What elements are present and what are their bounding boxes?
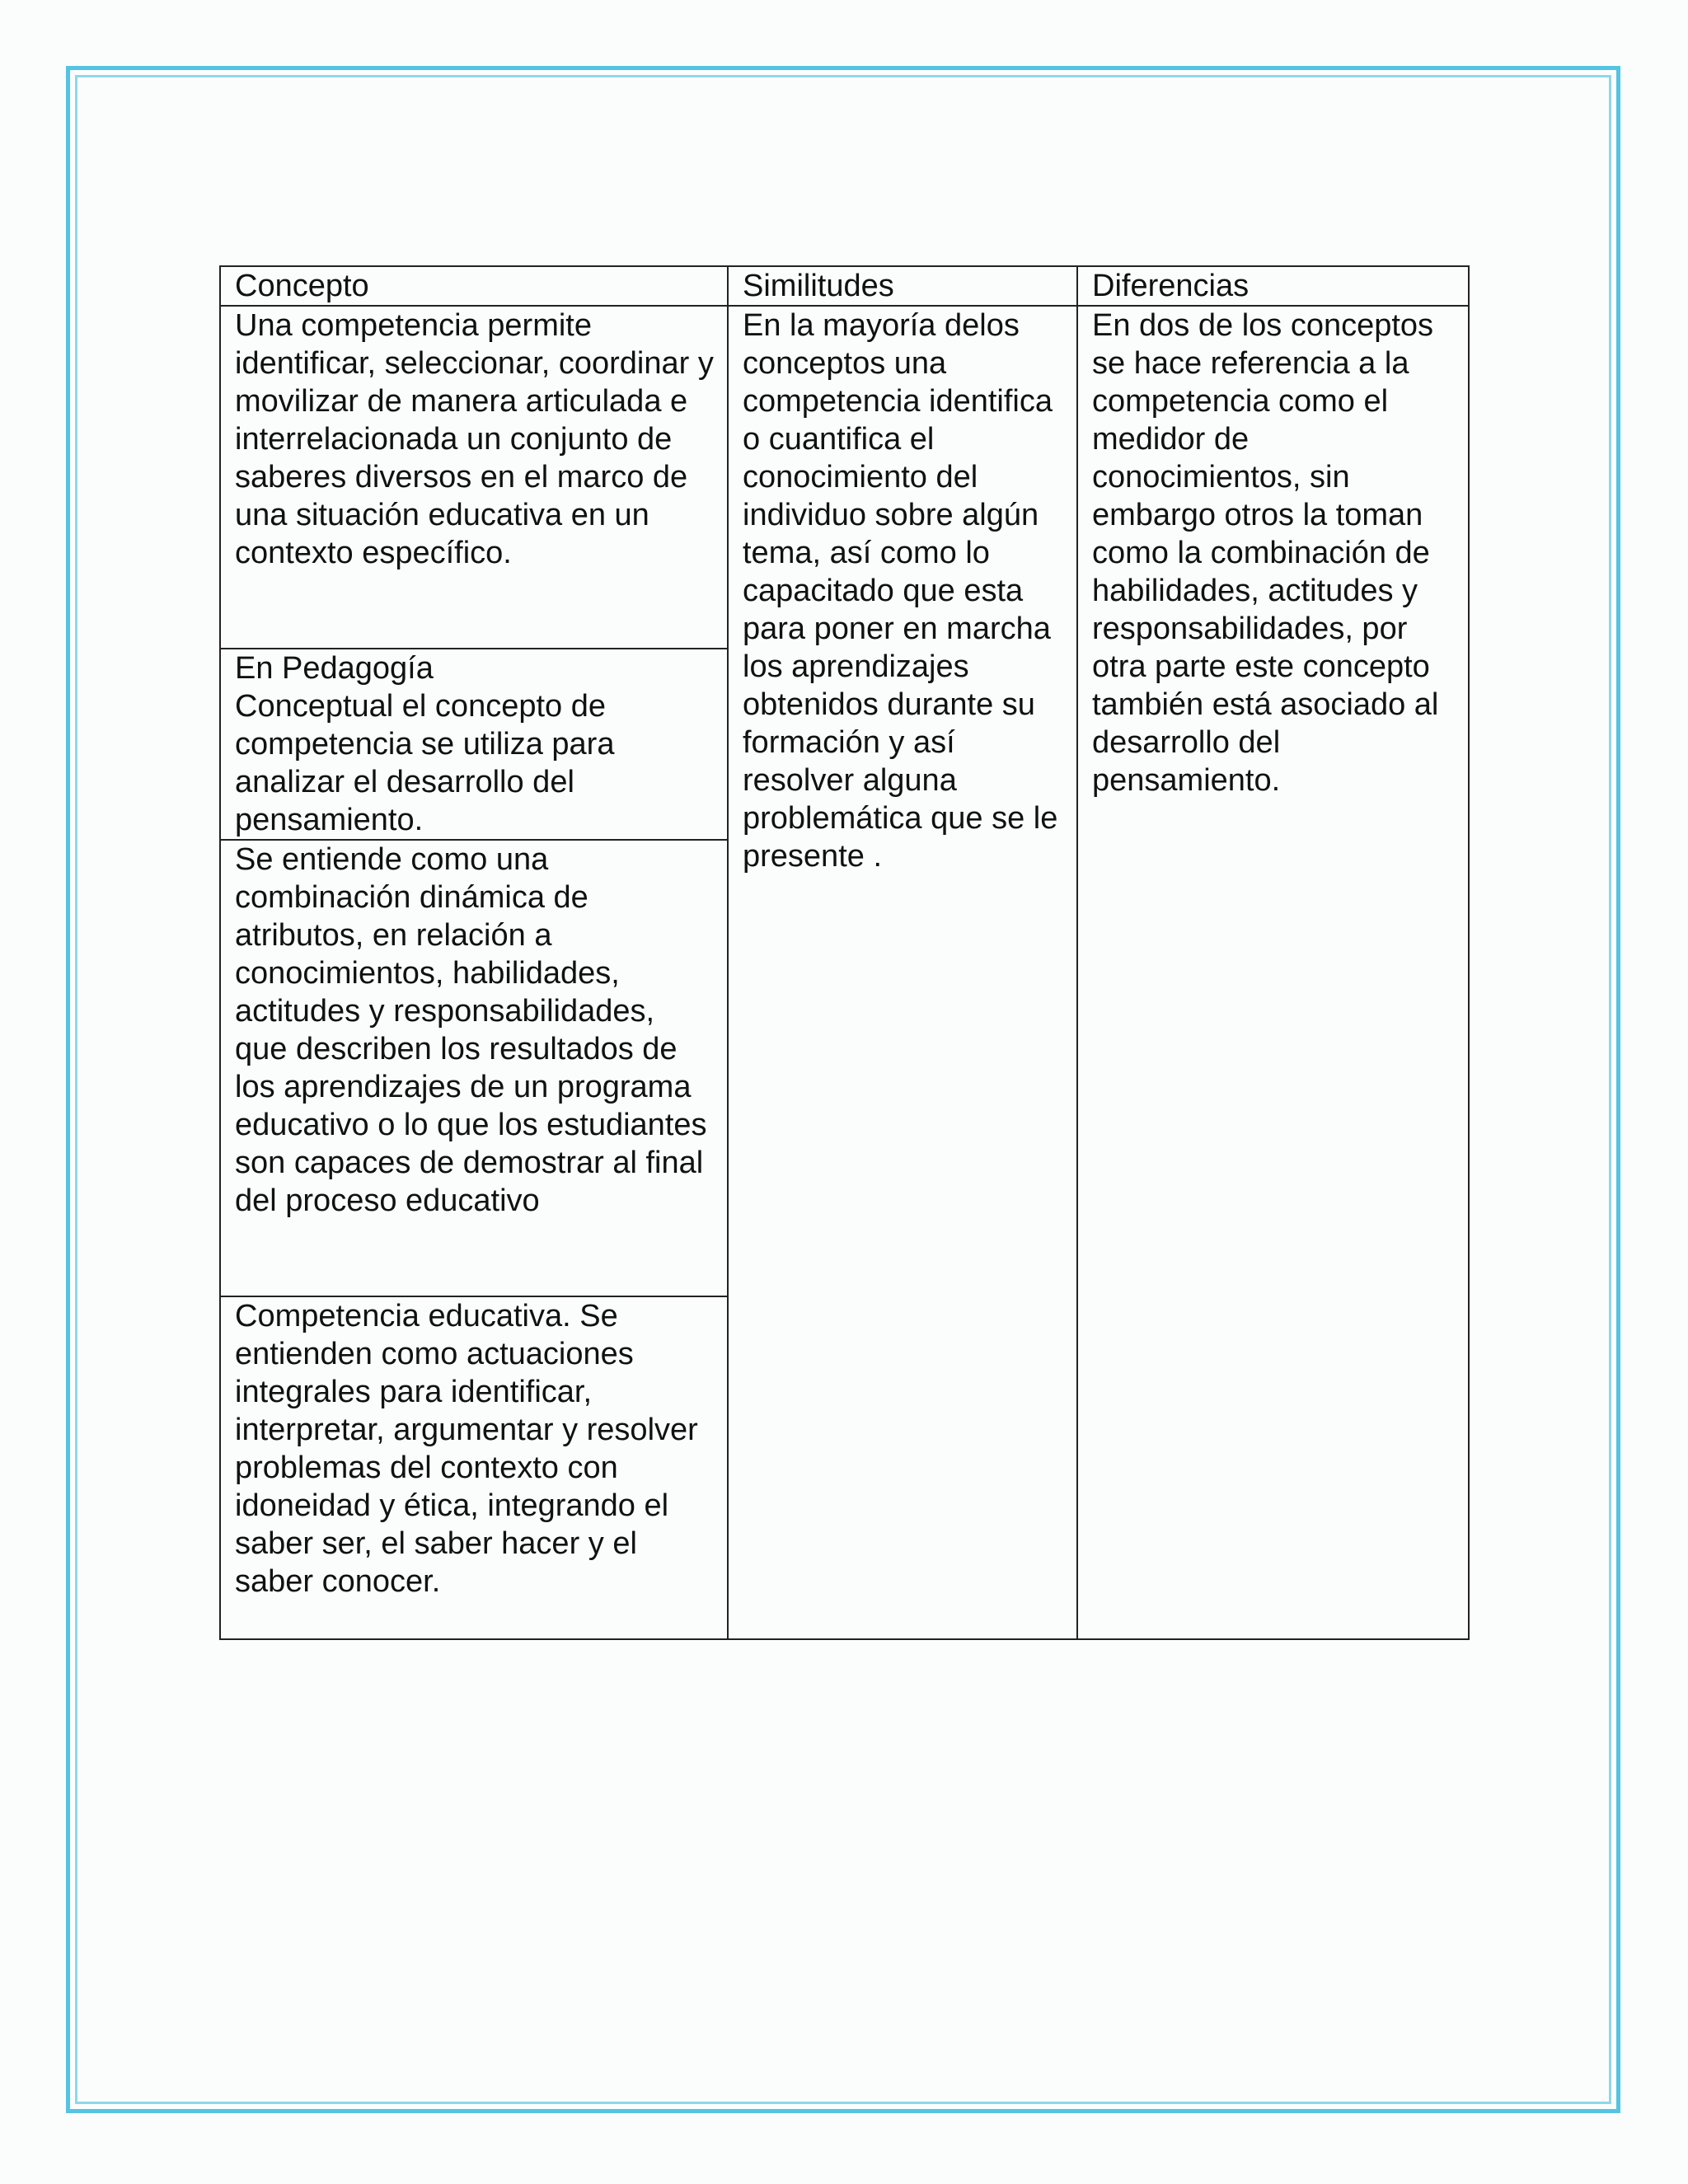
concept-cell-2: En Pedagogía Conceptual el concepto de competencia se utiliza para analizar el desarrollo del pensamiento. <box>220 649 728 840</box>
diferencias-cell: En dos de los conceptos se hace referencia a la competencia como el medidor de conocimientos, sin embargo otros la toman como la combinación de habilidades, actitudes y responsabilidades, por otra parte este concepto también está asociado al desarrollo del pensamiento. <box>1077 306 1469 1639</box>
header-concepto: Concepto <box>220 266 728 306</box>
table-row <box>220 306 1469 649</box>
similitudes-cell: En la mayoría delos conceptos una competencia identifica o cuantifica el conocimiento del individuo sobre algún tema, así como lo capacitado que esta para poner en marcha los aprendizajes obtenidos durante su formación y así resolver alguna problemática que se le presente . <box>728 306 1077 1639</box>
concept-cell-3: Se entiende como una combinación dinámica de atributos, en relación a conocimientos, habilidades, actitudes y responsabilidades, que describen los resultados de los aprendizajes de un programa educativo o lo que los estudiantes son capaces de demostrar al final del proceso educativo <box>220 840 728 1296</box>
comparison-table <box>219 265 1470 1640</box>
concept-cell-1: Una competencia permite identificar, seleccionar, coordinar y movilizar de manera articulada e interrelacionada un conjunto de saberes diversos en el marco de una situación educativa en un contexto específico. <box>220 306 728 649</box>
header-row <box>220 266 1469 306</box>
header-diferencias: Diferencias <box>1077 266 1469 306</box>
comparison-table-container <box>219 265 1470 1640</box>
concept-cell-4: Competencia educativa. Se entienden como actuaciones integrales para identificar, interpretar, argumentar y resolver problemas del contexto con idoneidad y ética, integrando el saber ser, el saber hacer y el saber conocer. <box>220 1296 728 1639</box>
header-similitudes: Similitudes <box>728 266 1077 306</box>
